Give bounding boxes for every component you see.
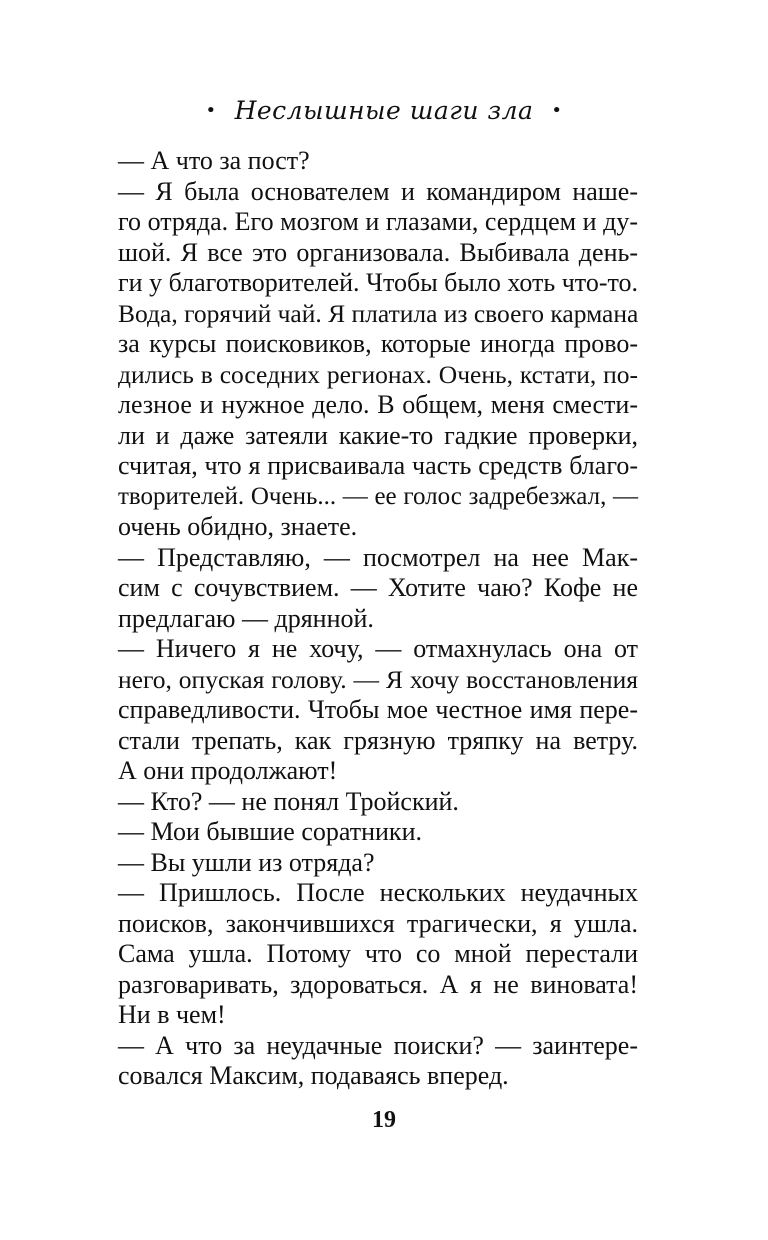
book-title: Неслышные шаги зла: [234, 96, 534, 125]
text-line: — Мои бывшие соратники.: [118, 817, 422, 846]
text-line: го отряда. Его мозгом и глазами, сердцем и ду-: [118, 207, 638, 236]
text-line: — Кто? — не понял Тройский.: [118, 786, 459, 816]
text-line: лезное и нужное дело. В общем, меня смести-: [118, 390, 638, 419]
text-line: А они продолжают!: [118, 756, 338, 785]
text-line: — Пришлось. После нескольких неудачных: [118, 878, 638, 907]
body-text: [118, 146, 638, 1092]
text-line: Сама ушла. Потому что со мной перестали: [118, 939, 638, 968]
text-line: Ни в чем!: [118, 1000, 226, 1029]
text-line: за курсы поисковиков, которые иногда прово-: [118, 329, 638, 358]
text-line: Вода, горячий чай. Я платила из своего кармана: [118, 298, 639, 328]
header-bullet-right: •: [551, 100, 563, 121]
text-line: очень обидно, знаете.: [118, 512, 358, 541]
text-line: — Вы ушли из отряда?: [118, 847, 375, 877]
text-line: — Ничего я не хочу, — отмахнулась она от: [118, 634, 638, 663]
running-header: [0, 96, 768, 125]
text-line: поисков, закончившихся трагически, я ушла.: [118, 908, 638, 938]
text-line: творителей. Очень... — ее голос задребезжал, —: [118, 482, 638, 510]
text-line: ги у благотворителей. Чтобы было хоть что-то.: [118, 268, 638, 297]
page-number: 19: [372, 1107, 396, 1133]
text-line: сим с сочувствием. — Хотите чаю? Кофе не: [118, 573, 638, 602]
header-bullet-left: •: [205, 100, 217, 121]
text-line: считая, что я присваивала часть средств благо-: [118, 451, 638, 480]
text-line: предлагаю — дрянной.: [118, 603, 374, 633]
text-line: ли и даже затеяли какие-то гадкие проверки,: [118, 420, 638, 450]
text-line: дились в соседних регионах. Очень, кстати, по-: [118, 359, 638, 389]
text-line: шой. Я все это организовала. Выбивала день-: [118, 237, 638, 267]
text-line: совался Максим, подаваясь вперед.: [118, 1061, 509, 1090]
text-line: — Я была основателем и командиром наше-: [118, 176, 638, 206]
text-line: — А что за неудачные поиски? — заинтере-: [118, 1030, 638, 1060]
text-line: — А что за пост?: [118, 146, 310, 175]
text-line: него, опуская голову. — Я хочу восстановления: [118, 664, 638, 694]
text-line: разговаривать, здороваться. А я не виновата!: [118, 969, 638, 999]
text-line: справедливости. Чтобы мое честное имя пере-: [118, 695, 638, 724]
text-line: — Представляю, — посмотрел на нее Мак-: [118, 542, 638, 572]
text-line: стали трепать, как грязную тряпку на ветру.: [118, 725, 638, 755]
